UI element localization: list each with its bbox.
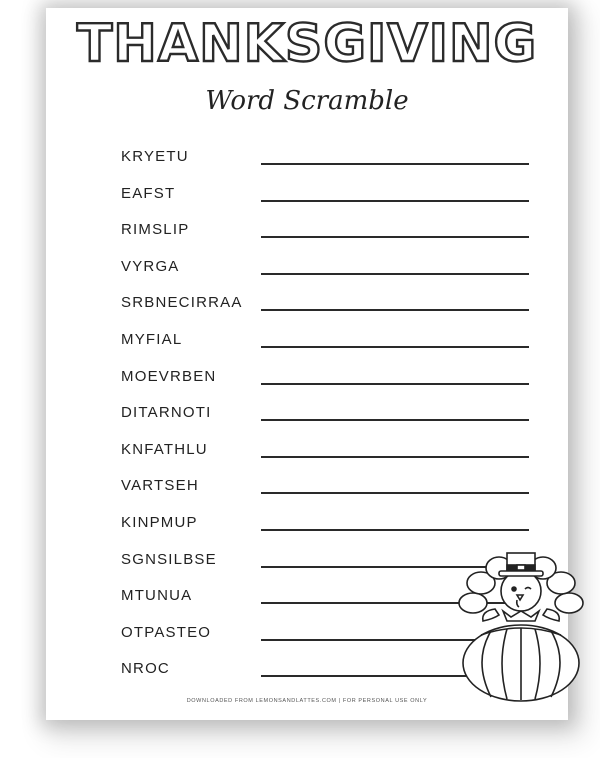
answer-line[interactable] xyxy=(261,200,529,202)
worksheet-page xyxy=(46,8,568,720)
list-item xyxy=(46,221,568,258)
page-subtitle: Word Scramble xyxy=(205,86,409,116)
scrambled-word: VARTSEH xyxy=(121,477,199,495)
answer-line[interactable] xyxy=(261,492,529,494)
footer-credit: DOWNLOADED FROM LEMONSANDLATTES.COM | FOR PERSONAL USE ONLY xyxy=(186,698,428,704)
list-item xyxy=(46,185,568,222)
scrambled-word: MYFIAL xyxy=(121,330,183,348)
scrambled-word: RIMSLIP xyxy=(121,221,190,239)
answer-line[interactable] xyxy=(261,309,529,311)
list-item xyxy=(46,148,568,185)
list-item xyxy=(46,477,568,514)
answer-line[interactable] xyxy=(261,456,529,458)
scrambled-word: MOEVRBEN xyxy=(121,367,217,385)
list-item xyxy=(46,258,568,295)
list-item xyxy=(46,294,568,331)
scrambled-word: KRYETU xyxy=(121,148,189,165)
scrambled-word: VYRGA xyxy=(121,257,180,275)
answer-line[interactable] xyxy=(261,273,529,275)
answer-line[interactable] xyxy=(261,236,529,238)
scrambled-word: SRBNECIRRAA xyxy=(121,294,243,312)
turkey-in-pumpkin-icon xyxy=(451,543,591,703)
scrambled-word: KINPMUP xyxy=(121,513,198,531)
answer-line[interactable] xyxy=(261,383,529,385)
list-item xyxy=(46,368,568,405)
scrambled-word: EAFST xyxy=(121,184,176,202)
answer-line[interactable] xyxy=(261,419,529,421)
answer-line[interactable] xyxy=(261,346,529,348)
scrambled-word: MTUNUA xyxy=(121,587,193,605)
list-item xyxy=(46,331,568,368)
scrambled-word: KNFATHLU xyxy=(121,440,208,458)
list-item xyxy=(46,404,568,441)
scrambled-word: DITARNOTI xyxy=(121,404,212,422)
list-item xyxy=(46,441,568,478)
scrambled-word: SGNSILBSE xyxy=(121,550,217,568)
answer-line[interactable] xyxy=(261,529,529,531)
scrambled-word: OTPASTEO xyxy=(121,623,212,641)
answer-line[interactable] xyxy=(261,163,529,165)
page-title: THANKSGIVING xyxy=(76,14,538,74)
scrambled-word: NROC xyxy=(121,660,170,678)
